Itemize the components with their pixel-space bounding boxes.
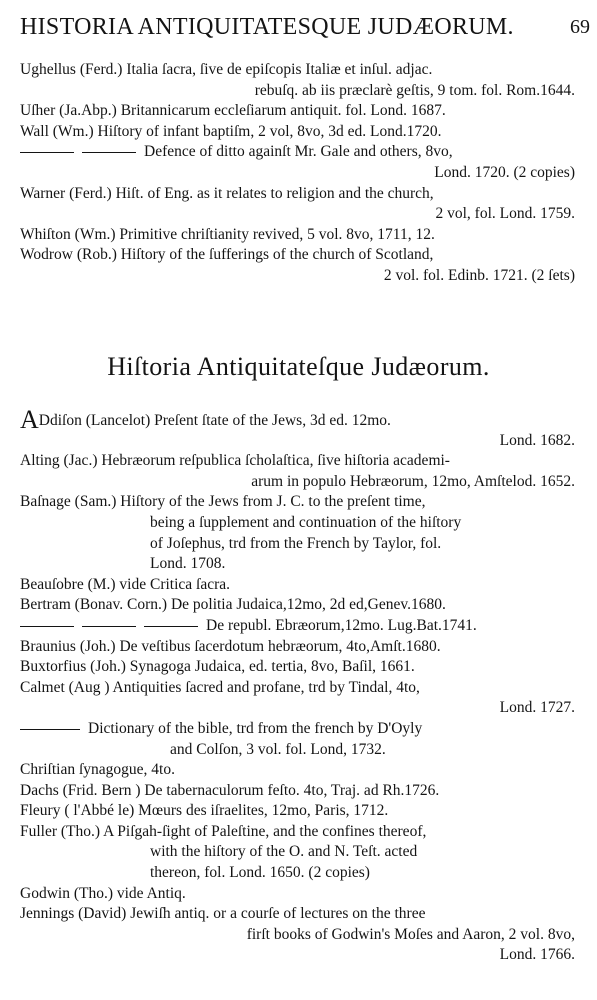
entry-ughellus [20, 60, 587, 101]
entry-line: Godwin (Tho.) vide Antiq. [20, 884, 186, 902]
entry-braunius [20, 637, 587, 658]
entry-line: Lond. 1708. [150, 555, 226, 573]
entry-line: Alting (Jac.) Hebræorum reſpublica ſcholaſtica, ſive hiſtoria academi- [20, 452, 450, 470]
entry-usher [20, 101, 587, 122]
entry-line: Lond. 1682. [499, 431, 575, 449]
entry-line: Lond. 1727. [499, 699, 575, 717]
ditto-dash [82, 626, 136, 627]
bottom-entry-list [20, 405, 587, 966]
entry-line: Uſher (Ja.Abp.) Britannicarum eccleſiarum antiquit. fol. Lond. 1687. [20, 102, 446, 120]
entry-line: Fleury ( l'Abbé le) Mœurs des iſraelites, 12mo, Paris, 1712. [20, 802, 389, 820]
entry-bertram-ditto [20, 616, 587, 637]
entry-line [20, 405, 587, 434]
entry-line: 2 vol. fol. Edinb. 1721. (2 ſets) [383, 266, 575, 284]
ditto-dash [20, 626, 74, 627]
ditto-dash [144, 626, 198, 627]
entry-line: arum in populo Hebræorum, 12mo, Amſtelod. 1652. [251, 472, 575, 490]
entry-line: Beauſobre (M.) vide Critica ſacra. [20, 575, 231, 593]
entry-wall-ditto [20, 142, 587, 183]
entry-bertram [20, 595, 587, 616]
top-entry-list [20, 60, 587, 287]
entry-alting [20, 451, 587, 492]
section-title: Hiſtoria Antiquitateſque Judæorum. [107, 352, 490, 381]
entry-wodrow [20, 245, 587, 286]
entry-fleury [20, 801, 587, 822]
entry-calmet [20, 678, 587, 719]
entry-text: Dictionary of the bible, trd from the french by D'Oyly [88, 719, 423, 737]
entry-line: Fuller (Tho.) A Piſgah-ſight of Paleſtine, and the confines thereof, [20, 822, 427, 840]
entry-line: rebuſq. ab iis præclarè geſtis, 9 tom. fol. Rom.1644. [254, 81, 575, 99]
entry-christian [20, 760, 587, 781]
entry-line: Ughellus (Ferd.) Italia ſacra, ſive de epiſcopis Italiæ et inſul. adjac. [20, 61, 433, 78]
entry-line: Braunius (Joh.) De veſtibus ſacerdotum hebræorum, 4to,Amſt.1680. [20, 637, 441, 655]
entry-whiston [20, 225, 587, 246]
entry-line [20, 616, 587, 637]
entry-line: Buxtorfius (Joh.) Synagoga Judaica, ed. tertia, 8vo, Baſil, 1661. [20, 658, 415, 676]
entry-line: firſt books of Godwin's Moſes and Aaron, 2 vol. 8vo, [246, 925, 575, 943]
entry-beausobre [20, 575, 587, 596]
entry-line: and Colſon, 3 vol. fol. Lond, 1732. [170, 740, 386, 758]
entry-dachs [20, 781, 587, 802]
page-number: 69 [570, 16, 590, 38]
entry-jennings [20, 904, 587, 966]
entry-warner [20, 184, 587, 225]
running-head [20, 12, 590, 42]
entry-line: of Joſephus, trd from the French by Taylor, fol. [150, 534, 442, 552]
entry-text: De republ. Ebræorum,12mo. Lug.Bat.1741. [206, 616, 477, 634]
entry-line: Wodrow (Rob.) Hiſtory of the ſufferings of the church of Scotland, [20, 246, 434, 264]
entry-fuller [20, 822, 587, 884]
entry-calmet-ditto [20, 719, 587, 760]
entry-basnage [20, 492, 587, 574]
ditto-dash [82, 152, 136, 153]
entry-text: Ddiſon (Lancelot) Preſent ſtate of the Jews, 3d ed. 12mo. [38, 412, 391, 429]
ditto-dash [20, 152, 74, 153]
entry-line: thereon, fol. Lond. 1650. (2 copies) [150, 864, 370, 882]
entry-line: Calmet (Aug ) Antiquities ſacred and profane, trd by Tindal, 4to, [20, 678, 420, 696]
entry-line [20, 142, 587, 163]
entry-buxtorfius [20, 657, 587, 678]
entry-line [20, 719, 587, 740]
entry-line: 2 vol, fol. Lond. 1759. [435, 205, 575, 223]
entry-line: Warner (Ferd.) Hiſt. of Eng. as it relates to religion and the church, [20, 184, 434, 202]
entry-line: Baſnage (Sam.) Hiſtory of the Jews from J. C. to the preſent time, [20, 493, 426, 511]
entry-text: Defence of ditto againſt Mr. Gale and others, 8vo, [144, 143, 453, 161]
entry-line: Bertram (Bonav. Corn.) De politia Judaica,12mo, 2d ed,Genev.1680. [20, 596, 446, 614]
entry-line: Lond. 1720. (2 copies) [434, 163, 575, 181]
entry-line: Whiſton (Wm.) Primitive chriſtianity revived, 5 vol. 8vo, 1711, 12. [20, 225, 435, 243]
entry-line: Lond. 1766. [499, 946, 575, 964]
entry-line: Wall (Wm.) Hiſtory of infant baptiſm, 2 vol, 8vo, 3d ed. Lond.1720. [20, 122, 442, 140]
running-title: HISTORIA ANTIQUITATESQUE JUDÆORUM. [20, 14, 514, 40]
drop-cap: A [20, 405, 39, 434]
entry-line: with the hiſtory of the O. and N. Teſt. acted [150, 843, 418, 861]
entry-line: Dachs (Frid. Bern ) De tabernaculorum feſto. 4to, Traj. ad Rh.1726. [20, 781, 440, 799]
entry-line: being a ſupplement and continuation of the hiſtory [150, 513, 462, 531]
entry-line: Chriſtian ſynagogue, 4to. [20, 761, 175, 779]
entry-wall [20, 122, 587, 143]
entry-addison [20, 405, 587, 451]
entry-line: Jennings (David) Jewiſh antiq. or a courſe of lectures on the three [20, 905, 426, 923]
entry-godwin [20, 884, 587, 905]
ditto-dash [20, 729, 80, 730]
